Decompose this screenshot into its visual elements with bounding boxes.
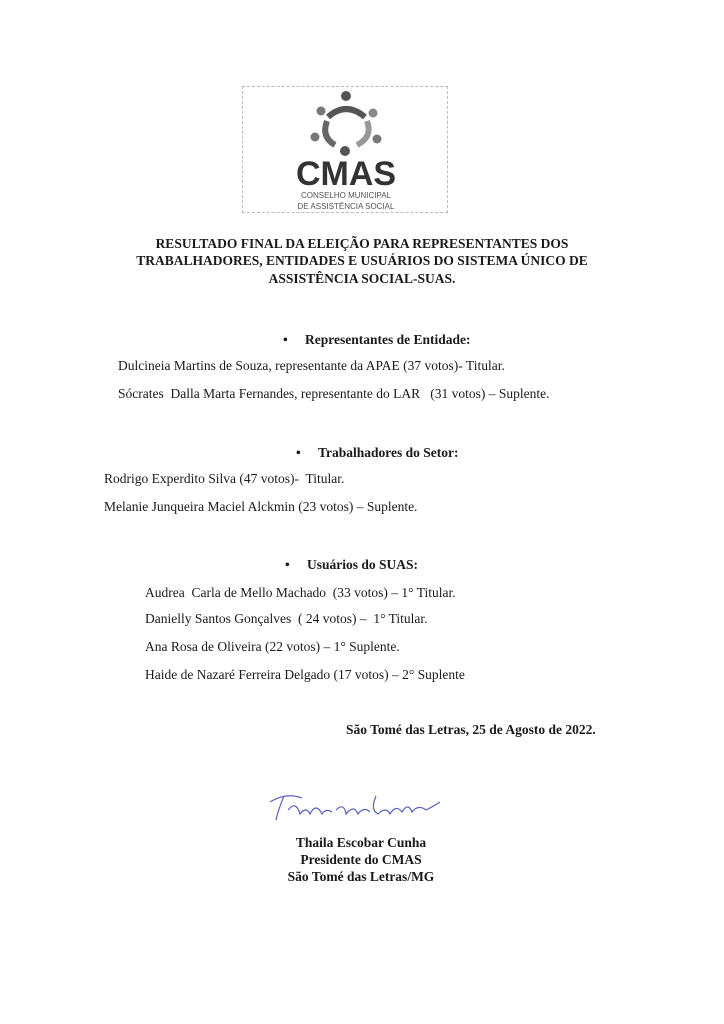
signer-name: Thaila Escobar Cunha [295, 835, 427, 850]
list-item: Rodrigo Experdito Silva (47 votos)- Titular. [104, 471, 345, 486]
list-item: Audrea Carla de Mello Machado (33 votos) – 1° Titular. [145, 585, 456, 600]
cmas-emblem-icon [243, 87, 449, 214]
list-item: Haide de Nazaré Ferreira Delgado (17 votos) – 2° Suplente [145, 667, 465, 682]
list-item: Sócrates Dalla Marta Fernandes, representante do LAR (31 votos) – Suplente. [118, 386, 550, 401]
date-line: São Tomé das Letras, 25 de Agosto de 2022. [346, 722, 596, 737]
logo-line1: CONSELHO MUNICIPAL [300, 191, 392, 200]
title-line-2: TRABALHADORES, ENTIDADES E USUÁRIOS DO SISTEMA ÚNICO DE [136, 253, 588, 268]
signer-role: Presidente do CMAS [300, 852, 422, 867]
section-heading-usuarios: • Usuários do SUAS: [285, 557, 418, 573]
section-heading-entidade: • Representantes de Entidade: [283, 332, 471, 348]
list-item: Ana Rosa de Oliveira (22 votos) – 1° Suplente. [145, 639, 400, 654]
section-heading-trabalhadores: • Trabalhadores do Setor: [296, 445, 459, 461]
list-item: Melanie Junqueira Maciel Alckmin (23 votos) – Suplente. [104, 499, 418, 514]
title-line-3: ASSISTÊNCIA SOCIAL-SUAS. [268, 271, 456, 286]
list-item: Danielly Santos Gonçalves ( 24 votos) – 1° Titular. [145, 611, 428, 626]
title-line-1: RESULTADO FINAL DA ELEIÇÃO PARA REPRESENTANTES DOS [155, 236, 569, 251]
signature [266, 788, 446, 824]
cmas-logo [242, 86, 448, 213]
signer-place: São Tomé das Letras/MG [287, 869, 435, 884]
logo-acronym: CMAS [295, 155, 397, 193]
logo-line2: DE ASSISTÊNCIA SOCIAL [297, 202, 395, 211]
list-item: Dulcineia Martins de Souza, representante da APAE (37 votos)- Titular. [118, 358, 505, 373]
